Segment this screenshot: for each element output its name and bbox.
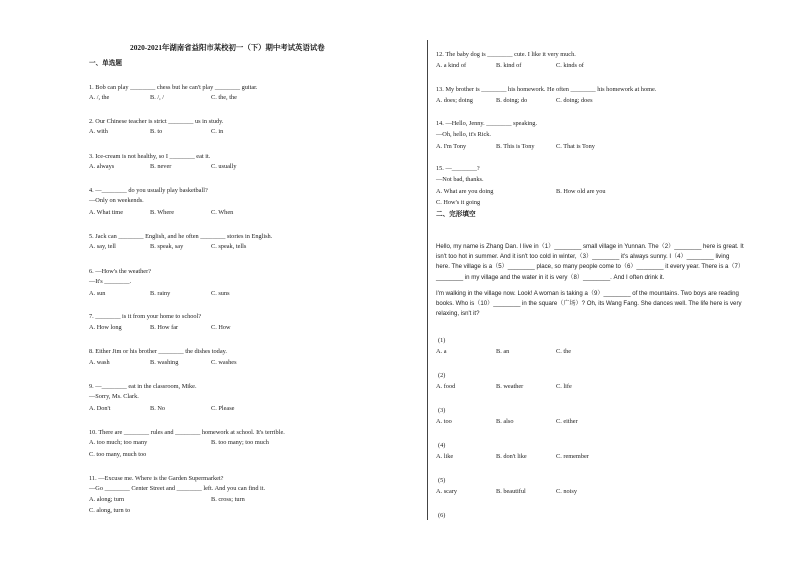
q10-option-a: A. too much; too many [89, 439, 148, 446]
q6-option-c: C. suns [211, 290, 230, 297]
question-11-line-2: —Go ________ Center Street and ________ left. And you can find it. [89, 485, 266, 492]
question-14-line-2: —Oh, hello, it's Rick. [436, 131, 492, 138]
q7-option-c: C. How [211, 324, 231, 331]
q9-option-b: B. No [150, 405, 166, 412]
question-6: 6. —How's the weather? [89, 268, 151, 275]
cloze-1-option-a: A. a [436, 348, 447, 355]
cloze-4-option-b: B. don't like [496, 453, 527, 460]
page-title: 2020-2021年湖南省益阳市某校初一（下）期中考试英语试卷 [130, 43, 325, 52]
q5-option-c: C. speak, tells [211, 243, 247, 250]
passage-line: books. Who is（10）________ in the square（广场）? Oh, its Wang Fang. She dances well. The life here is very [436, 300, 742, 308]
q3-option-c: C. usually [211, 163, 237, 170]
cloze-2-option-a: A. food [436, 383, 456, 390]
q11-option-c: C. along, turn to [89, 507, 131, 514]
question-13: 13. My brother is ________ his homework. He often ________ his homework at home. [436, 86, 657, 93]
q15-option-c: C. How's it going [436, 199, 481, 206]
q2-option-c: C. in [211, 128, 224, 135]
q4-option-b: B. Where [150, 209, 175, 216]
q1-option-c: C. the, the [211, 94, 237, 101]
q4-option-a: A. What time [89, 209, 123, 216]
question-12: 12. The baby dog is ________ cute. I like it very much. [436, 51, 576, 58]
q2-option-a: A. with [89, 128, 108, 135]
cloze-4-option-c: C. remember [556, 453, 589, 460]
q10-option-c: C. too many, much too [89, 451, 147, 458]
q7-option-a: A. How long [89, 324, 122, 331]
q5-option-b: B. speak, say [150, 243, 184, 250]
question-15: 15. —________? [436, 165, 480, 172]
q8-option-c: C. washes [211, 359, 237, 366]
question-4-line-2: —Only on weekends. [89, 197, 144, 204]
question-9-line-2: —Sorry, Ms. Clark. [89, 393, 139, 400]
passage-line: I'm walking in the village now. Look! A woman is taking a（9）________ of the mountains. Two boys are reading [436, 290, 739, 297]
question-15-line-2: —Not bad, thanks. [436, 176, 484, 183]
q1-option-b: B. /, / [150, 94, 164, 101]
q15-option-a: A. What are you doing [436, 188, 494, 195]
question-9: 9. —________ eat in the classroom, Mike. [89, 383, 197, 390]
q14-option-b: B. This is Tony [496, 143, 535, 150]
q11-option-a: A. along; turn [89, 496, 125, 503]
q9-option-c: C. Please [211, 405, 235, 412]
q12-option-c: C. kinds of [556, 62, 584, 69]
cloze-passage-paragraph-1 [436, 242, 762, 283]
passage-line: isn't too hot in summer. And it isn't too cold in winter,（3）________ it's always sunny. I（4）________ living [436, 253, 730, 261]
cloze-1-option-c: C. the [556, 348, 572, 355]
question-7: 7. ________ is it from your home to school? [89, 313, 202, 320]
question-14: 14. —Hello, Jenny. ________ speaking. [436, 120, 538, 127]
q13-option-b: B. doing; do [496, 97, 528, 104]
cloze-5-option-a: A. scary [436, 488, 457, 495]
q13-option-a: A. does; doing [436, 97, 473, 104]
question-11: 11. —Excuse me. Where is the Garden Supermarket? [89, 475, 224, 482]
q3-option-b: B. never [150, 163, 172, 170]
column-divider [427, 40, 428, 520]
cloze-passage-paragraph-2 [436, 289, 762, 320]
question-10: 10. There are ________ rules and ________ homework at school. It's terrible. [89, 429, 285, 436]
cloze-1-number: (1) [438, 337, 446, 344]
question-5: 5. Jack can ________ English, and he often ________ stories in English. [89, 233, 273, 240]
cloze-4-option-a: A. like [436, 453, 454, 460]
cloze-1-option-b: B. an [496, 348, 510, 355]
q15-option-b: B. How old are you [556, 188, 606, 195]
passage-line: Hello, my name is Zhang Dan. I live in（1）________ small village in Yunnan. The（2）________ here is great. It [436, 243, 744, 250]
q7-option-b: B. How far [150, 324, 179, 331]
q13-option-c: C. doing; does [556, 97, 593, 104]
q9-option-a: A. Don't [89, 405, 111, 412]
section-heading-single-choice: 一、单选题 [89, 60, 122, 67]
cloze-2-option-c: C. life [556, 383, 572, 390]
q2-option-b: B. to [150, 128, 163, 135]
cloze-3-number: (3) [438, 407, 446, 414]
passage-line: here. The village is a（5）________ place, so many people come to（6）________ it every year. There is a（7） [436, 263, 745, 271]
q6-option-b: B. rainy [150, 290, 171, 297]
cloze-4-number: (4) [438, 442, 446, 449]
cloze-3-option-b: B. also [496, 418, 514, 425]
q11-option-b: B. cross; turn [211, 496, 245, 503]
q8-option-b: B. washing [150, 359, 179, 366]
q14-option-a: A. I'm Tony [436, 143, 467, 150]
cloze-5-option-b: B. beautiful [496, 488, 526, 495]
q4-option-c: C. When [211, 209, 234, 216]
q5-option-a: A. say, tell [89, 243, 116, 250]
q8-option-a: A. wash [89, 359, 110, 366]
cloze-6-number: (6) [438, 512, 446, 519]
question-2: 2. Our Chinese teacher is strict ________ us in study. [89, 118, 224, 125]
cloze-3-option-c: C. either [556, 418, 578, 425]
cloze-2-number: (2) [438, 372, 446, 379]
cloze-2-option-b: B. weather [496, 383, 524, 390]
question-3: 3. Ice-cream is not healthy, so I ________ eat it. [89, 153, 211, 160]
q12-option-a: A. a kind of [436, 62, 467, 69]
question-4: 4. —________ do you usually play basketball? [89, 187, 208, 194]
section-heading-cloze: 二、完形填空 [436, 211, 476, 218]
q3-option-a: A. always [89, 163, 115, 170]
cloze-5-option-c: C. noisy [556, 488, 577, 495]
q12-option-b: B. kind of [496, 62, 522, 69]
cloze-5-number: (5) [438, 477, 446, 484]
q1-option-a: A. /, the [89, 94, 110, 101]
q14-option-c: C. That is Tony [556, 143, 595, 150]
passage-line: ________ in my village and the water in it is very（8）________. And I often drink it. [436, 273, 665, 281]
passage-line: relaxing, isn't it? [436, 310, 480, 318]
cloze-3-option-a: A. too [436, 418, 452, 425]
question-8: 8. Either Jim or his brother ________ the dishes today. [89, 348, 227, 355]
question-1: 1. Bob can play ________ chess but he can't play ________ guitar. [89, 84, 258, 91]
question-6-line-2: —It's ________. [89, 278, 132, 285]
q10-option-b: B. too many; too much [211, 439, 269, 446]
q6-option-a: A. sun [89, 290, 106, 297]
